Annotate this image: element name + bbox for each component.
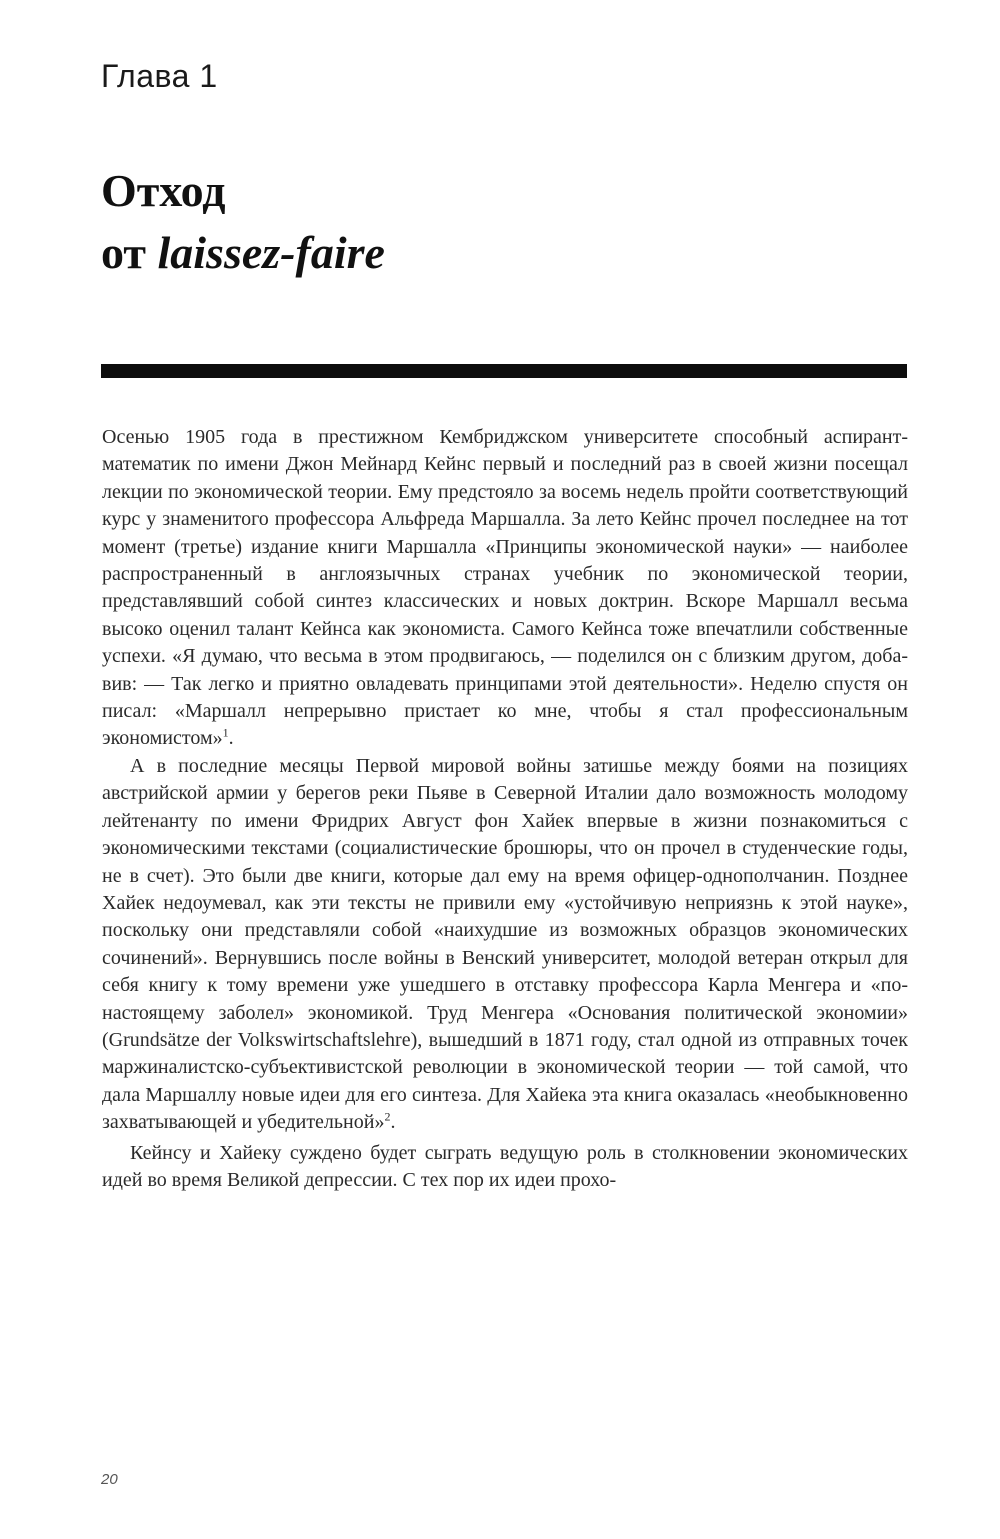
paragraph-2: А в последние месяцы Первой мировой войны затишье между боями на позициях австрийской армии у берегов реки Пьяве в Северной Италии дало возможность молодому лейтенанту по имени Фридрих Август фон Хайек впервые в жизни познакомиться с экономическими текстами (социалистические брошюры, что он прочел в студенческие годы, не в счет). Это были две книги, которые дал ему на время офицер-однополчанин. Позднее Хайек недоумевал, как эти тексты не привили ему «устойчивую неприязнь к этой науке», поскольку они представляли собой «наихудшие из возможных образцов экономических сочинений». Вернувшись после войны в Венский университет, молодой ветеран открыл для себя книгу к тому времени уже ушедшего в отставку профессора Карла Менгера и «по-настоящему заболел» экономикой. Труд Менгера «Основания политической экономии» (Grundsätze der Volkswirtschaftslehre), вышедший в 1871 году, стал одной из отправных точек маржиналистско-субъективистской революции в экономической теории — той самой, что дала Маршаллу новые идеи для его синтеза. Для Хайека эта книга оказалась «необыкновенно захватывающей и убедительной»$^2$. — [102, 754, 908, 1134]
chapter-title — [101, 160, 385, 284]
paragraph-3 — [102, 1140, 908, 1195]
paragraph-text: Кейнсу и Хайеку суждено будет сыграть ведущую роль в столкновении экономических идей во время Великой депрессии. С тех пор их идеи прохо- — [102, 1141, 908, 1191]
body-text — [102, 424, 908, 1194]
paragraph-text: А в последние месяцы Первой мировой войны затишье между боями на позициях австрийской армии у берегов реки Пьяве в Северной Италии дало возможность молодому лейтенанту по имени Фридрих Август фон Хайек впервые в жизни познакомиться с экономическими текстами (социалистические брошюры, что он прочел в студенческие годы, не в счет). Это были две книги, которые дал ему на время офицер-однополчанин. Позднее Хайек недоумевал, как эти тексты не привили ему «устойчивую неприязнь к этой науке», поскольку они представляли собой «наихудшие из возможных образцов экономических сочинений». Вернувшись после войны в Венский университет, молодой ветеран открыл для себя книгу к тому времени уже ушедшего в отставку профессора Карла Менгера и «по-настоящему заболел» экономикой. Труд Менгера «Основания политической экономии» (Grundsätze der Volkswirtschaftslehre), вышедший в 1871 году, стал одной из отправных точек маржиналистско-субъективистской революции в экономической теории — той самой, что дала Маршаллу новые идеи для его синтеза. Для Хайека эта книга оказалась «необыкновенно захватывающей и убедительной» — [102, 754, 908, 1134]
footnote-ref-1[interactable]: 1 — [222, 725, 229, 740]
title-italic: laissez-faire — [157, 227, 385, 278]
chapter-label: Глава 1 — [101, 58, 218, 94]
title-line-1: Отход — [101, 165, 226, 216]
title-line-2 — [101, 222, 385, 284]
paragraph-text: Осенью 1905 года в престижном Кембриджском университете способный аспирант-математик по имени Джон Мейнард Кейнс первый и последний раз в своей жизни посещал лекции по экономической теории. Ему предстояло за восемь недель пройти соответствующий курс у знаменитого профессора Альфреда Маршалла. За лето Кейнс прочел последнее на тот момент (третье) издание книги Маршалла «Принципы экономической науки» — наиболее распространенный в англоязычных странах учебник по экономической теории, представлявший собой синтез классических и новых доктрин. Вскоре Маршалл весьма высоко оценил талант Кейнса как экономиста. Самого Кейнса тоже впечатлили собственные успехи. «Я думаю, что весьма в этом продвигаюсь, — поделился он с близким другом, добавив: — Так легко и приятно овладевать принципами этой деятельности». Неделю спустя он писал: «Маршалл непрерывно пристает ко мне, чтобы я стал профессиональным экономистом» — [102, 426, 908, 750]
page-number: 20 — [101, 1471, 118, 1488]
title-prefix: от — [101, 227, 158, 278]
footnote-ref-2[interactable]: 2 — [384, 1109, 391, 1124]
title-divider — [101, 364, 907, 378]
paragraph-1: Осенью 1905 года в престижном Кембриджском университете способный аспирант-математик по имени Джон Мейнард Кейнс первый и последний раз в своей жизни посещал лекции по экономической теории. Ему предстояло за восемь недель пройти соответствующий курс у знаменитого профессора Альфреда Маршалла. За лето Кейнс прочел последнее на тот момент (третье) издание книги Маршалла «Принципы экономической науки» — наиболее распространенный в англоязычных странах учебник по экономической теории, представлявший собой синтез классических и новых доктрин. Вскоре Маршалл весьма высоко оценил талант Кейнса как экономиста. Самого Кейнса тоже впечатлили собственные успехи. «Я думаю, что весьма в этом продвигаюсь, — поделился он с близким другом, добавив: — Так легко и приятно овладевать принципами этой деятельности». Неделю спустя он писал: «Маршалл непрерывно пристает ко мне, чтобы я стал профессиональным экономистом»$^1$. — [102, 426, 908, 750]
